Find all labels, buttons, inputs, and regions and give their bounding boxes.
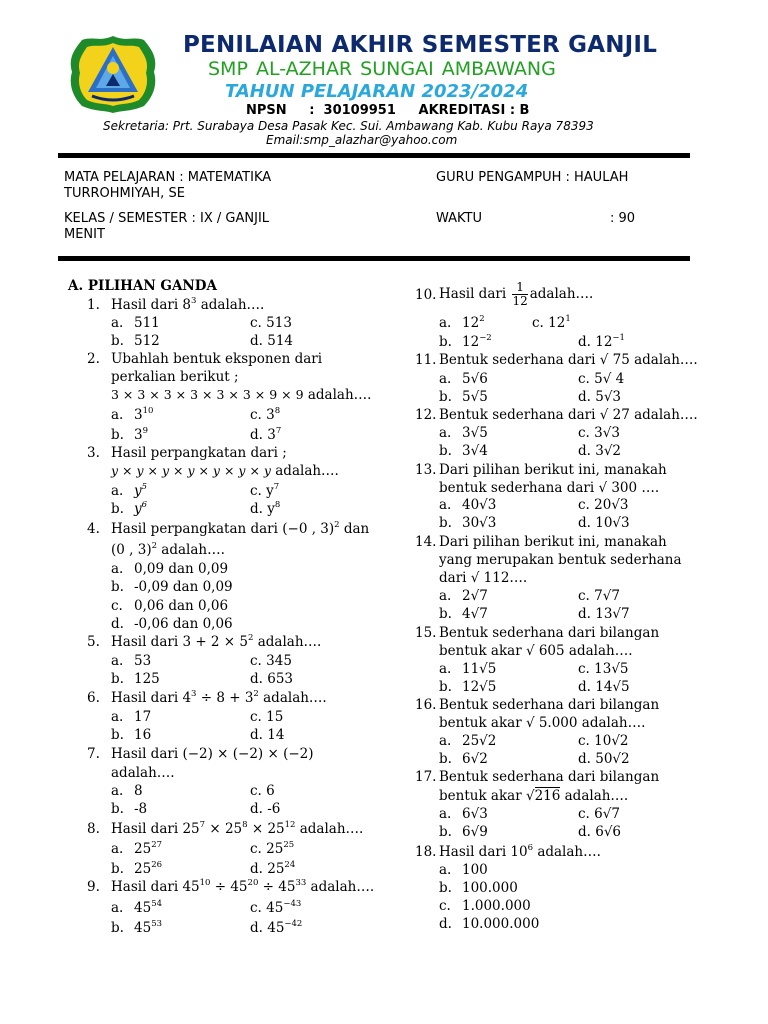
- question-9: 9.: [87, 879, 100, 895]
- option-14b: b.: [439, 606, 452, 622]
- teacher-label: GURU PENGAMPUH : HAULAH: [436, 170, 629, 185]
- option-1c: c. 513: [250, 315, 292, 331]
- option-9c: c. $45^{-43}$: [250, 899, 302, 916]
- option-3c: c. $y^7$: [250, 482, 280, 499]
- option-2d: d. $3^7$: [250, 426, 282, 443]
- option-5b: b.: [111, 671, 124, 687]
- option-4b: b.: [111, 579, 124, 595]
- school-logo: [68, 34, 158, 114]
- question-13: 13.: [415, 462, 437, 478]
- question-6: 6.: [87, 690, 100, 706]
- option-16c: c. 10√2: [578, 733, 629, 749]
- section-title: A. PILIHAN GANDA: [68, 278, 217, 294]
- option-7c: c. 6: [250, 783, 275, 799]
- option-12c: c. 3√3: [578, 425, 620, 441]
- option-9d: d. $45^{-42}$: [250, 919, 303, 936]
- option-16a: a.: [439, 733, 452, 749]
- option-2b: b.: [111, 427, 124, 443]
- question-2: 2.: [87, 351, 100, 367]
- time-label: WAKTU: [436, 211, 483, 226]
- option-6d: d. 14: [250, 727, 285, 743]
- option-3a: a.: [111, 483, 124, 499]
- option-17b: b.: [439, 824, 452, 840]
- option-1b: b.: [111, 333, 124, 349]
- option-14a: a.: [439, 588, 452, 604]
- option-14d: d. 13√7: [578, 606, 630, 622]
- option-5a: a.: [111, 653, 124, 669]
- option-8c: c. $25^{25}$: [250, 840, 295, 857]
- question-4: 4.: [87, 521, 100, 537]
- option-3b: b.: [111, 501, 124, 517]
- question-17: 17.: [415, 769, 437, 785]
- option-17c: c. 6√7: [578, 806, 620, 822]
- option-1d: d. 514: [250, 333, 293, 349]
- question-8: 8.: [87, 821, 100, 837]
- option-18d: d.: [439, 916, 452, 932]
- option-7a: a.: [111, 783, 124, 799]
- option-11a: a.: [439, 371, 452, 387]
- option-18b: b.: [439, 880, 452, 896]
- question-12: 12.: [415, 407, 437, 423]
- option-8d: d. $25^{24}$: [250, 860, 296, 877]
- option-10a: a.: [439, 315, 452, 331]
- header-divider-bottom: [58, 256, 690, 261]
- academic-year: TAHUN PELAJARAN 2023/2024: [225, 81, 529, 102]
- option-17a: a.: [439, 806, 452, 822]
- question-5: 5.: [87, 634, 100, 650]
- option-10b: b.: [439, 334, 452, 350]
- npsn-accreditation: NPSN : 30109951 AKREDITASI : B: [246, 103, 530, 118]
- option-2c: c. $3^8$: [250, 406, 281, 423]
- subject-label: MATA PELAJARAN : MATEMATIKA TURROHMIYAH, SE: [64, 170, 272, 201]
- option-1a: a.: [111, 315, 124, 331]
- question-15: 15.: [415, 625, 437, 641]
- option-16d: d. 50√2: [578, 751, 630, 767]
- option-8b: b.: [111, 861, 124, 877]
- option-10c: c. $12^1$: [532, 314, 571, 331]
- option-11b: b.: [439, 389, 452, 405]
- option-4d: d.: [111, 616, 124, 632]
- option-15c: c. 13√5: [578, 661, 629, 677]
- question-18: 18.: [415, 844, 437, 860]
- option-6b: b.: [111, 727, 124, 743]
- header-divider-top: [58, 153, 690, 158]
- option-4c: c.: [111, 598, 123, 614]
- option-18c: c.: [439, 898, 451, 914]
- option-16b: b.: [439, 751, 452, 767]
- question-1: 1.: [87, 297, 100, 313]
- school-email: Email:smp_alazhar@yahoo.com: [266, 133, 458, 147]
- school-address: Sekretaria: Prt. Surabaya Desa Pasak Kec. Sui. Ambawang Kab. Kubu Raya 78393: [103, 119, 594, 133]
- option-2a: a.: [111, 407, 124, 423]
- fraction-one-twelfth: $\frac{1}{12}$: [512, 280, 528, 308]
- question-10: 10.: [415, 287, 437, 303]
- option-12d: d. 3√2: [578, 443, 622, 459]
- option-10d: d. $12^{-1}$: [578, 333, 625, 350]
- option-4a: a.: [111, 561, 124, 577]
- option-14c: c. 7√7: [578, 588, 620, 604]
- option-13d: d. 10√3: [578, 515, 630, 531]
- option-5c: c. 345: [250, 653, 292, 669]
- option-7b: b.: [111, 801, 124, 817]
- option-12b: b.: [439, 443, 452, 459]
- option-3d: d. $y^8$: [250, 500, 281, 517]
- option-7d: d. -6: [250, 801, 281, 817]
- option-15d: d. 14√5: [578, 679, 630, 695]
- question-14: 14.: [415, 534, 437, 550]
- option-13c: c. 20√3: [578, 497, 629, 513]
- option-5d: d. 653: [250, 671, 293, 687]
- question-11: 11.: [415, 352, 437, 368]
- option-15b: b.: [439, 679, 452, 695]
- question-16: 16.: [415, 697, 437, 713]
- option-18a: a.: [439, 862, 452, 878]
- question-7: 7.: [87, 746, 100, 762]
- option-6a: a.: [111, 709, 124, 725]
- question-3: 3.: [87, 445, 100, 461]
- option-13a: a.: [439, 497, 452, 513]
- option-13b: b.: [439, 515, 452, 531]
- option-8a: a.: [111, 841, 124, 857]
- class-semester-label: KELAS / SEMESTER : IX / GANJIL MENIT: [64, 211, 270, 242]
- option-15a: a.: [439, 661, 452, 677]
- option-9a: a.: [111, 900, 124, 916]
- option-9b: b.: [111, 920, 124, 936]
- option-17d: d. 6√6: [578, 824, 622, 840]
- option-12a: a.: [439, 425, 452, 441]
- exam-title: PENILAIAN AKHIR SEMESTER GANJIL: [183, 32, 658, 58]
- time-value: : 90: [610, 211, 636, 226]
- option-11c: c. 5√ 4: [578, 371, 625, 387]
- school-name: SMP AL-AZHAR SUNGAI AMBAWANG: [208, 58, 556, 80]
- option-6c: c. 15: [250, 709, 284, 725]
- option-11d: d. 5√3: [578, 389, 622, 405]
